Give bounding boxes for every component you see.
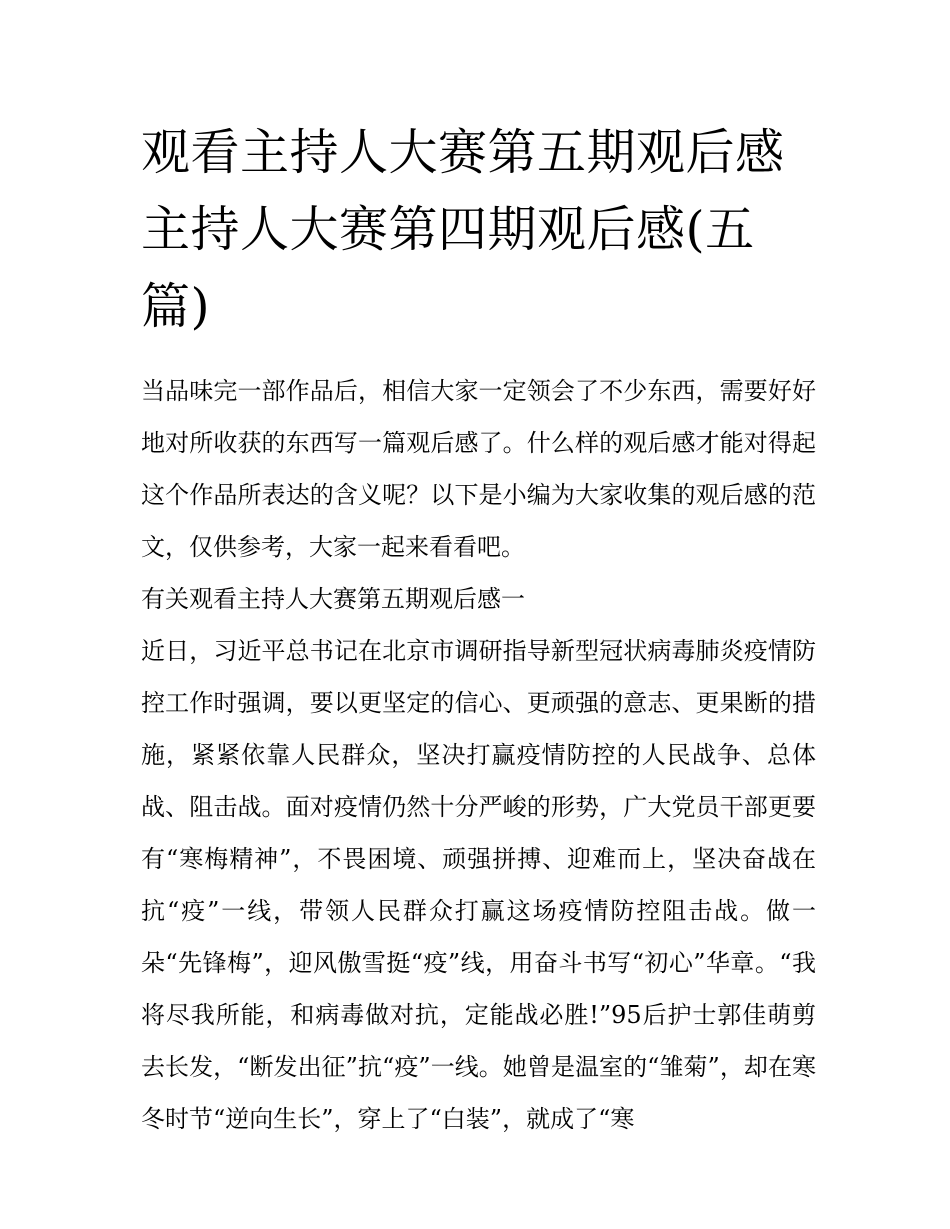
document-title: 观看主持人大赛第五期观后感 主持人大赛第四期观后感(五篇) [141, 124, 785, 335]
body-paragraph: 近日，习近平总书记在北京市调研指导新型冠状病毒肺炎疫情防控工作时强调，要以更坚定的信心、更顽强的意志、更果断的措施，紧紧依靠人民群众，坚决打赢疫情防控的人民战争、总体战、阻击战。面对疫情仍然十分严峻的形势，广大党员干部更要有“寒梅精神”，不畏困境、顽强拼搏、迎难而上，坚决奋战在抗“疫”一线，带领人民群众打赢这场疫情防控阻击战。做一朵“先锋梅”，迎风傲雪挺“疫”线，用奋斗书写“初心”华章。“我将尽我所能，和病毒做对抗，定能战必胜!”95后护士郭佳萌剪去长发，“断发出征”抗“疫”一线。她曾是温室的“雏菊”，却在寒冬时节“逆向生长”，穿上了“白装”，就成了“寒 [141, 637, 816, 1133]
intro-paragraph: 当品味完一部作品后，相信大家一定领会了不少东西，需要好好地对所收获的东西写一篇观后感了。什么样的观后感才能对得起这个作品所表达的含义呢？以下是小编为大家收集的观后感的范文，仅供参考，大家一起来看看吧。 [141, 377, 816, 561]
document-page [141, 114, 816, 1145]
section-heading: 有关观看主持人大赛第五期观后感一 [141, 585, 525, 613]
